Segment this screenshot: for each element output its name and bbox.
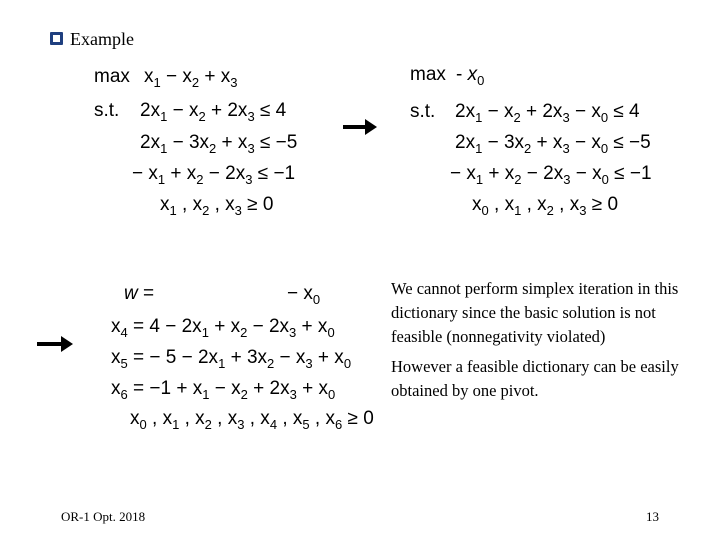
- slide-heading: Example: [70, 29, 134, 49]
- right-arrow-icon: [343, 118, 377, 136]
- dictionary-row-x5: $x_5$ = − $5 - 2x_1 + 3x_2 - x_3 + x_0$: [111, 347, 352, 371]
- page-number: 13: [646, 509, 659, 524]
- explanation-paragraph-2: However a feasible dictionary can be easily obtained by one pivot.: [391, 357, 679, 400]
- dictionary-objective-lhs: w =: [124, 283, 155, 304]
- dictionary-row-x6: $x_6 = -1 + x_1 - x_2 + 2x_3 + x_0$: [111, 378, 336, 402]
- auxiliary-lp-max-label: max: [410, 64, 446, 85]
- right-arrow-icon: [37, 335, 73, 353]
- auxiliary-lp-constraint-2: $2x_1 - 3x_2 + x_3 - x_0 \le -5$: [455, 132, 651, 156]
- explanation-paragraph-1: We cannot perform simplex iteration in this dictionary since the basic solution is not feasible (nonnegativity violated): [391, 279, 679, 346]
- auxiliary-lp-objective: - $x_0$: [456, 64, 485, 88]
- original-lp-constraint-1: $2x_1 - x_2 + 2x_3 \le 4$: [140, 100, 287, 124]
- explanation-text: [391, 277, 701, 409]
- auxiliary-lp-st-label: s.t.: [410, 101, 436, 122]
- footer-course-label: OR-1 Opt. 2018: [61, 509, 146, 524]
- original-lp-constraint-2: $2x_1 - 3x_2 + x_3 \le -5$: [140, 132, 298, 156]
- auxiliary-lp-nonnegativity: $x_0$ , $x_1$ , $x_2$ , $x_3 \ge 0$: [472, 194, 619, 218]
- auxiliary-lp-constraint-3: − $x_1 + x_2 - 2x_3 - x_0 \le -1$: [450, 163, 652, 187]
- dictionary-nonnegativity: $x_0$ , $x_1$ , $x_2$ , $x_3$ , $x_4$ , $x_5$ , $x_6 \ge 0$: [130, 408, 374, 432]
- original-lp-max-label: max: [94, 66, 130, 87]
- original-lp-objective: $x_1 - x_2 + x_3$: [144, 66, 238, 90]
- original-lp-st-label: s.t.: [94, 100, 120, 121]
- dictionary-row-x4: $x_4 = 4 - 2x_1 + x_2 - 2x_3 + x_0$: [111, 316, 335, 340]
- bullet-icon: [50, 32, 63, 45]
- original-lp-nonnegativity: $x_1$ , $x_2$ , $x_3 \ge 0$: [160, 194, 274, 218]
- dictionary-objective-rhs: − $x_0$: [287, 283, 321, 307]
- original-lp-constraint-3: − $x_1 + x_2 - 2x_3 \le -1$: [132, 163, 296, 187]
- auxiliary-lp-constraint-1: $2x_1 - x_2 + 2x_3 - x_0 \le 4$: [455, 101, 640, 125]
